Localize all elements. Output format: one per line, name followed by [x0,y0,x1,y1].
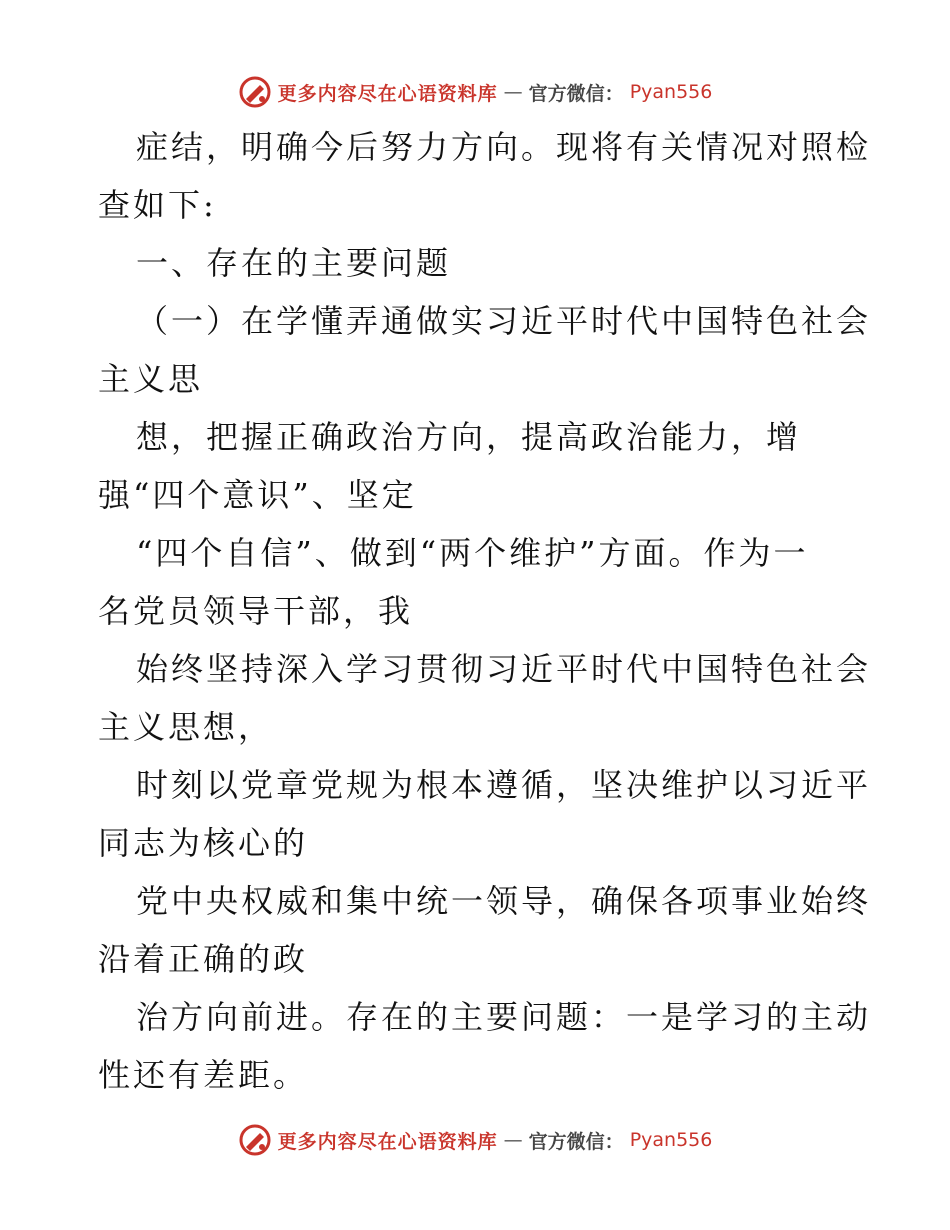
text-line: 主义思 [98,360,204,398]
text-line: “四个自信”、做到“两个维护”方面。作为一 [136,534,809,572]
text-line: 同志为核心的 [98,824,309,862]
watermark-dash: — [503,1129,523,1151]
watermark-brand: 更多内容尽在心语资料库 [277,82,498,105]
text-line: 查如下: [98,186,217,224]
text-line: 性还有差距。 [98,1056,309,1094]
text-line: 党中央权威和集中统一领导，确保各项事业始终 [136,882,872,920]
text-line: 治方向前进。存在的主要问题：一是学习的主动 [136,998,872,1036]
text-line: 强“四个意识”、坚定 [98,476,417,514]
text-line: 一、存在的主要问题 [136,244,452,282]
text-line: 名党员领导干部，我 [98,592,414,630]
watermark-wechat-id: Pyan556 [629,1129,713,1151]
stamp-logo-icon [238,1123,272,1157]
watermark-dash: — [503,81,523,103]
stamp-logo-icon [238,75,272,109]
watermark-label: 官方微信： [528,1130,624,1153]
watermark-footer [0,1120,950,1160]
text-line: 时刻以党章党规为根本遵循，坚决维护以习近平 [136,766,872,804]
watermark-brand: 更多内容尽在心语资料库 [277,1130,498,1153]
text-line: 沿着正确的政 [98,940,309,978]
watermark-wechat-id: Pyan556 [629,81,713,103]
text-line: （一）在学懂弄通做实习近平时代中国特色社会 [136,302,872,340]
watermark-header [0,72,950,112]
text-line: 始终坚持深入学习贯彻习近平时代中国特色社会 [136,650,872,688]
text-line: 症结，明确今后努力方向。现将有关情况对照检 [136,128,872,166]
text-line: 想，把握正确政治方向，提高政治能力，增 [136,418,802,456]
watermark-label: 官方微信： [528,82,624,105]
document-body [98,118,872,1104]
text-line: 主义思想， [98,708,274,746]
